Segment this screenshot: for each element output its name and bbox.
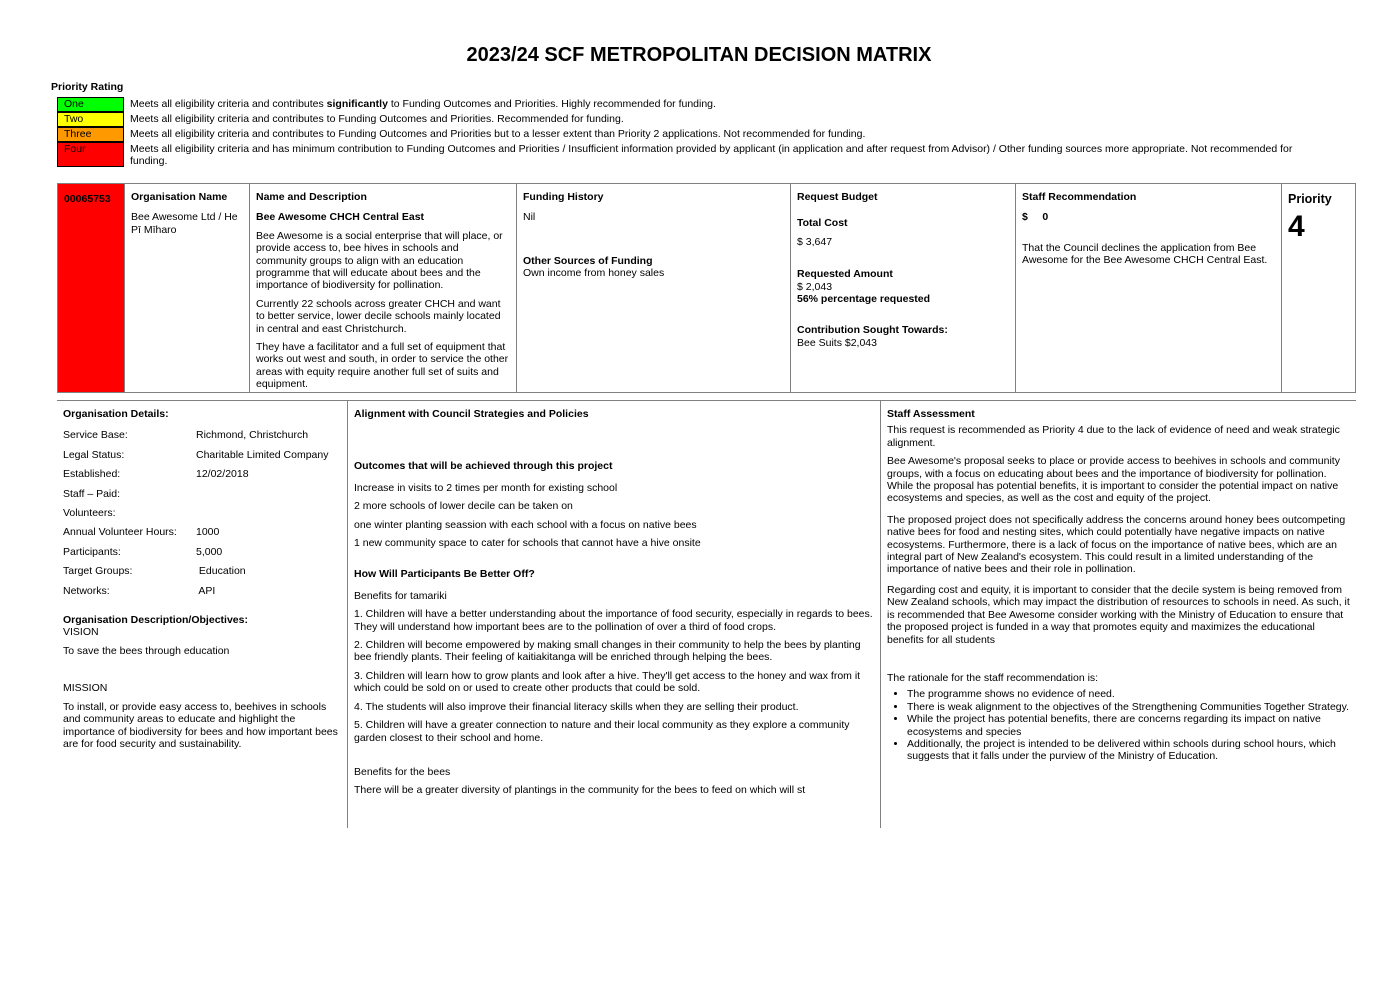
mission-label: MISSION (63, 682, 108, 695)
detail-row: Legal Status: Charitable Limited Company (63, 448, 329, 461)
description-paragraph: They have a facilitator and a full set of equipment that works out west and south, in order to service the other areas with equity require another full set of suits and equipment. (256, 341, 509, 391)
legend-swatch-two: Two (57, 112, 124, 127)
outcome-item: 2 more schools of lower decile can be taken on (354, 500, 573, 513)
priority-cell (1282, 184, 1355, 392)
detail-row: Target Groups: Education (63, 565, 246, 578)
legend-row-one (57, 97, 1307, 112)
legend-text-four: Meets all eligibility criteria and has minimum contribution to Funding Outcomes and Priorities / Insufficient information provided by applicant (in application and after request from Advisor) / Other funding sources more appropriate. Not recommended for funding. (130, 143, 1293, 168)
rationale-item: • The programme shows no evidence of need. (907, 688, 1350, 700)
detail-row: Participants: 5,000 (63, 545, 223, 558)
total-cost-value: $ 3,647 (797, 235, 833, 248)
legend-swatch-one: One (57, 97, 124, 112)
funding-history-cell (517, 184, 791, 392)
better-off-heading: How Will Participants Be Better Off? (354, 568, 535, 581)
staff-recommendation-cell (1016, 184, 1282, 392)
tamariki-benefit: 5. Children will have a greater connection to nature and their local community as they explore a community garden closest to their school and home. (354, 719, 850, 744)
details-section (57, 401, 1356, 828)
name-description-heading: Name and Description (256, 191, 367, 203)
description-paragraph: Bee Awesome is a social enterprise that will place, or provide access to, bee hives in schools and community groups to align with an education programme that will educate about bees and the importance of biodiversity for pollination. (256, 229, 503, 292)
application-table (57, 183, 1356, 393)
rationale-item: • While the project has potential benefits, there are concerns regarding its impact on native ecosystems and species (907, 713, 1350, 738)
staff-recommendation-amount: $ 0 (1022, 211, 1049, 224)
organisation-heading: Organisation Name (131, 191, 228, 203)
legend-text-three: Meets all eligibility criteria and contributes to Funding Outcomes and Priorities but to a lesser extent than Priority 2 applications. Not recommended for funding. (130, 128, 866, 140)
detail-row: Service Base: Richmond, Christchurch (63, 429, 309, 442)
assessment-paragraph: Regarding cost and equity, it is important to consider that the decile system is being removed from New Zealand schools, which may impact the distribution of resources to schools in need. As such, it is recommended that Bee Awesome consider working with the Ministry of Education to ensure that the proposed project is funded in a way that promotes equity and maximizes the educational benefits for all students (887, 583, 1350, 646)
priority-heading: Priority (1288, 192, 1332, 206)
assessment-paragraph: Bee Awesome's proposal seeks to place or provide access to beehives in schools and community groups, with a focus on educating about bees and the importance of biodiversity for pollination. While the proposal has potential benefits, it is important to consider the potential impact on native ecosystems and species, as well as the cost and equity of the project. (887, 455, 1340, 505)
funding-history-heading: Funding History (523, 191, 604, 203)
alignment-column (348, 401, 881, 828)
contribution-value: Bee Suits $2,043 (797, 336, 877, 349)
request-budget-cell (791, 184, 1016, 392)
legend-row-three (57, 127, 1307, 142)
alignment-heading: Alignment with Council Strategies and Policies (354, 408, 589, 420)
priority-legend (57, 97, 1307, 168)
staff-recommendation-heading: Staff Recommendation (1022, 191, 1137, 203)
detail-row: Established: 12/02/2018 (63, 468, 249, 481)
legend-swatch-three: Three (57, 127, 124, 142)
legend-row-two (57, 112, 1307, 127)
outcome-item: Increase in visits to 2 times per month for existing school (354, 481, 618, 494)
rationale-item: • Additionally, the project is intended to be delivered within schools during school hours, which suggests that it falls under the purview of the Ministry of Education. (907, 738, 1350, 763)
bees-label: Benefits for the bees (354, 765, 451, 778)
detail-row: Volunteers: (63, 507, 116, 520)
other-funding-value: Own income from honey sales (523, 267, 665, 280)
rationale-intro: The rationale for the staff recommendation is: (887, 671, 1099, 684)
assessment-paragraph: This request is recommended as Priority 4 due to the lack of evidence of need and weak strategic alignment. (887, 424, 1340, 449)
rationale-item: • There is weak alignment to the objectives of the Strengthening Communities Together Strategy. (907, 701, 1350, 713)
description-paragraph: Currently 22 schools across greater CHCH and want to better service, lower decile schools mainly located in central and east Christchurch. (256, 297, 501, 335)
staff-assessment-heading: Staff Assessment (887, 408, 975, 420)
detail-row: Annual Volunteer Hours: 1000 (63, 526, 220, 539)
organisation-details-heading: Organisation Details: (63, 408, 169, 420)
bees-benefit: There will be a greater diversity of plantings in the community for the bees to feed on which will st (354, 784, 806, 797)
funding-history-value: Nil (523, 211, 536, 224)
priority-rating-heading: Priority Rating (51, 81, 124, 93)
contribution-label: Contribution Sought Towards: (797, 324, 948, 337)
staff-recommendation-text: That the Council declines the application from Bee Awesome for the Bee Awesome CHCH Central East. (1022, 241, 1268, 267)
percentage-requested: 56% percentage requested (797, 293, 931, 306)
organisation-details-column (57, 401, 348, 828)
staff-assessment-column (881, 401, 1356, 828)
project-name: Bee Awesome CHCH Central East (256, 211, 425, 224)
tamariki-benefit: 2. Children will become empowered by making small changes in their community to help the bees by planting bee friendly plants. Their feeling of kaitiakitanga will be enriched through helping the bees. (354, 639, 861, 664)
vision-text: To save the bees through education (63, 644, 230, 657)
legend-text-two: Meets all eligibility criteria and contributes to Funding Outcomes and Priorities. Recommended for funding. (130, 113, 624, 125)
organisation-cell (125, 184, 250, 392)
legend-row-four (57, 142, 1307, 168)
legend-swatch-four: Four (57, 142, 124, 167)
mission-text: To install, or provide easy access to, beehives in schools and community areas to educate and highlight the importance of biodiversity for bees and how important bees are for food security and sustainability. (63, 700, 338, 750)
requested-amount-label: Requested Amount (797, 268, 893, 281)
outcomes-heading: Outcomes that will be achieved through this project (354, 460, 613, 473)
name-description-cell (250, 184, 517, 392)
application-id: 00065753 (58, 184, 125, 392)
vision-label: VISION (63, 626, 99, 639)
legend-text-one: Meets all eligibility criteria and contributes significantly to Funding Outcomes and Priorities. Highly recommended for funding. (130, 98, 716, 110)
description-objectives-heading: Organisation Description/Objectives: (63, 614, 248, 627)
tamariki-benefit: 3. Children will learn how to grow plants and look after a hive. They'll get access to the honey and wax from it which could be sold on or used to create other products that could be sold. (354, 669, 861, 695)
page-title: 2023/24 SCF METROPOLITAN DECISION MATRIX (466, 44, 932, 66)
tamariki-benefit: 1. Children will have a better understanding about the importance of food security, especially in regards to bees. They will understand how important bees are to the pollination of over a third of food crops. (354, 608, 873, 633)
requested-amount-value: $ 2,043 (797, 280, 833, 293)
priority-value: 4 (1288, 210, 1305, 243)
rationale-list (887, 688, 1350, 762)
total-cost-label: Total Cost (797, 217, 848, 230)
tamariki-benefit: 4. The students will also improve their financial literacy skills when they are selling their product. (354, 700, 799, 713)
organisation-name: Bee Awesome Ltd / He Pī Mīharo (131, 211, 238, 236)
assessment-paragraph: The proposed project does not specifically address the concerns around honey bees outcompeting native bees for food and nesting sites, which could potentially have negative impacts on native ecosystems. Furthermore, there is a lack of focus on the importance of native bees, which are an integral part of New Zealand's ecosystem. This could result in a limited understanding of the importance of native bees and their role in pollination. (887, 513, 1346, 576)
request-budget-heading: Request Budget (797, 191, 878, 203)
outcome-item: one winter planting seassion with each school with a focus on native bees (354, 518, 697, 531)
other-funding-heading: Other Sources of Funding (523, 254, 653, 267)
tamariki-label: Benefits for tamariki (354, 589, 447, 602)
outcome-item: 1 new community space to cater for schools that cannot have a hive onsite (354, 537, 701, 550)
detail-row: Networks: API (63, 584, 216, 597)
detail-row: Staff – Paid: (63, 487, 121, 500)
